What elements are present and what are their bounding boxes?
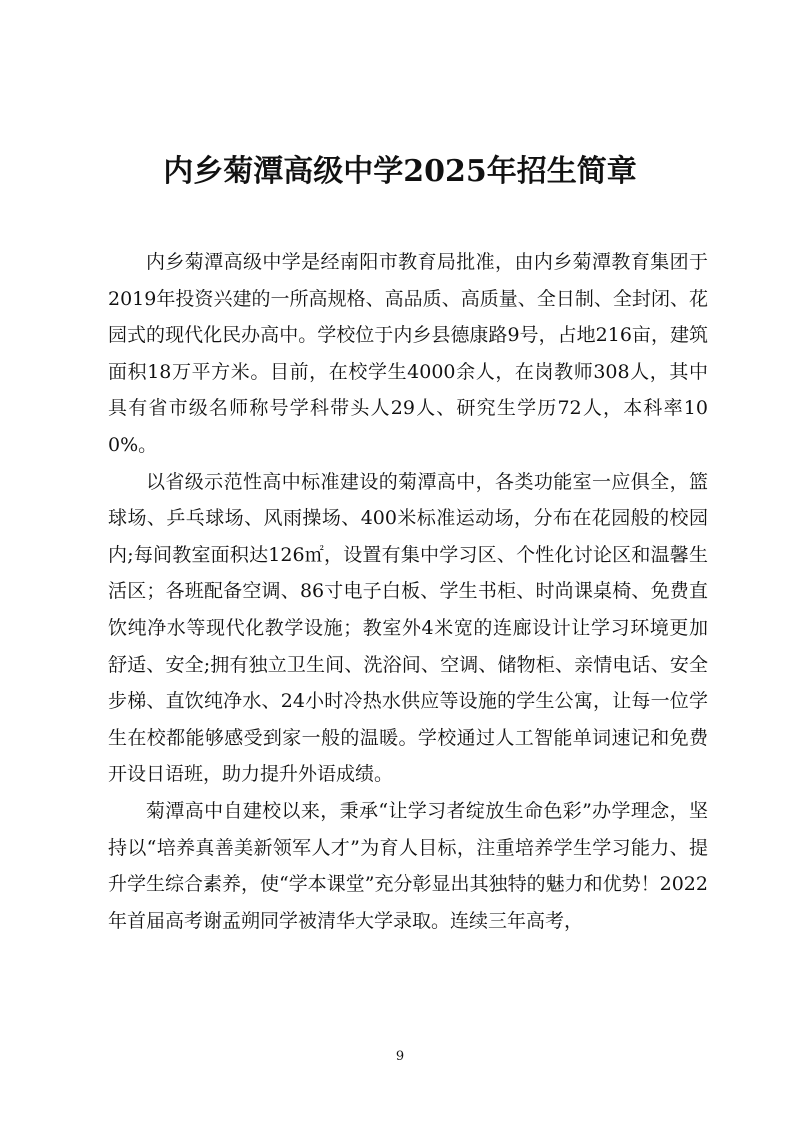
page-number: 9 — [395, 1049, 405, 1064]
paragraph-facilities: 以省级示范性高中标准建设的菊潭高中，各类功能室一应俱全，篮球场、乒乓球场、风雨操场、400米标准运动场，分布在花园般的校园内;每间教室面积达126㎡，设置有集中学习区、个性化讨论区和温馨生活区；各班配备空调、86寸电子白板、学生书柜、时尚课桌椅、免费直饮纯净水等现代化教学设施；教室外4米宽的连廊设计让学习环境更加舒适、安全;拥有独立卫生间、洗浴间、空调、储物柜、亲情电话、安全步梯、直饮纯净水、24小时冷热水供应等设施的学生公寓，让每一位学生在校都能够感受到家一般的温暖。学校通过人工智能单词速记和免费开设日语班，助力提升外语成绩。 — [108, 470, 708, 786]
document-title: 内乡菊潭高级中学2025年招生简章 — [163, 154, 637, 189]
document-body — [108, 244, 708, 939]
paragraph-achievements: 菊潭高中自建校以来，秉承“让学习者绽放生命色彩”办学理念，坚持以“培养真善美新领军人才”为育人目标，注重培养学生学习能力、提升学生综合素养，使“学本课堂”充分彰显出其独特的魅力和优势！2022年首届高考谢孟朔同学被清华大学录取。连续三年高考， — [108, 799, 708, 932]
paragraph-school-overview: 内乡菊潭高级中学是经南阳市教育局批准，由内乡菊潭教育集团于2019年投资兴建的一所高规格、高品质、高质量、全日制、全封闭、花园式的现代化民办高中。学校位于内乡县德康路9号，占地216亩，建筑面积18万平方米。目前，在校学生4000余人，在岗教师308人，其中具有省市级名师称号学科带头人29人、研究生学历72人，本科率100%。 — [108, 251, 708, 456]
